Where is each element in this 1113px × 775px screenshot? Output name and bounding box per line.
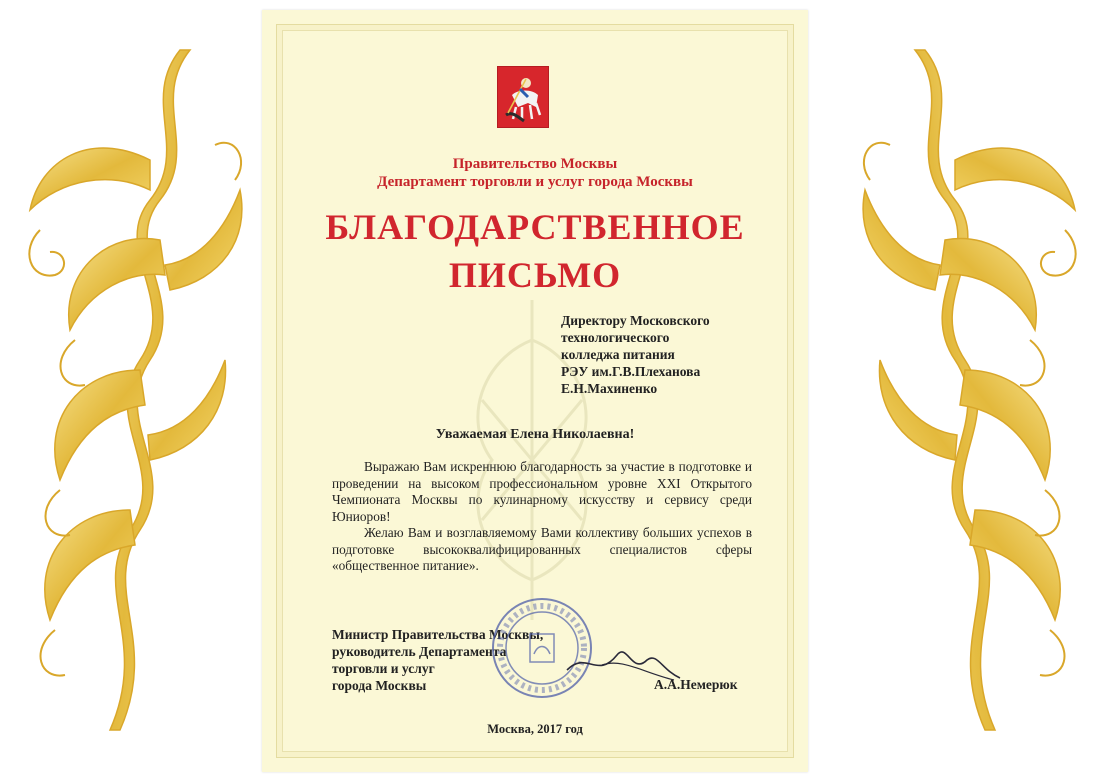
floral-swirl-icon (0, 40, 260, 760)
place-and-date: Москва, 2017 год (487, 722, 583, 736)
body-paragraph: Выражаю Вам искреннюю благодарность за участие в подготовке и проведении на высоком профессиональном уровне XXI Открытого Чемпионата Москвы по кулинарному искусству и сервису среди Юниоров! (332, 459, 752, 524)
addressee-line: колледжа питания (561, 347, 675, 362)
addressee-line: Е.Н.Махиненко (561, 381, 658, 396)
signer-title-line: города Москвы (332, 678, 427, 693)
document-title-line1: БЛАГОДАРСТВЕННОЕ (325, 207, 745, 247)
moscow-coat-of-arms-icon (497, 66, 549, 128)
department-heading: Департамент торговли и услуг города Москвы (377, 174, 693, 190)
addressee-block (561, 312, 801, 397)
addressee-line: РЭУ им.Г.В.Плеханова (561, 364, 701, 379)
body-paragraph: Желаю Вам и возглавляемому Вами коллективу больших успехов в подготовке высококвалифицированных специалистов сферы «общественное питание». (332, 525, 752, 573)
addressee-line: технологического (561, 330, 670, 345)
greeting: Уважаемая Елена Николаевна! (435, 427, 635, 442)
government-heading: Правительство Москвы (452, 156, 618, 172)
signer-title-line: руководитель Департамента (332, 644, 507, 659)
letter-paper (262, 10, 808, 772)
signer-title-line: Министр Правительства Москвы, (332, 627, 544, 642)
addressee-line: Директору Московского (561, 313, 710, 328)
right-gold-ornament (845, 40, 1105, 760)
signer-name: А.А.Немерюк (654, 677, 738, 692)
left-gold-ornament (0, 40, 260, 760)
floral-swirl-icon (845, 40, 1105, 760)
signer-title-line: торговли и услуг (332, 661, 435, 676)
letter-body (332, 459, 752, 575)
document-title-line2: ПИСЬМО (448, 255, 622, 295)
